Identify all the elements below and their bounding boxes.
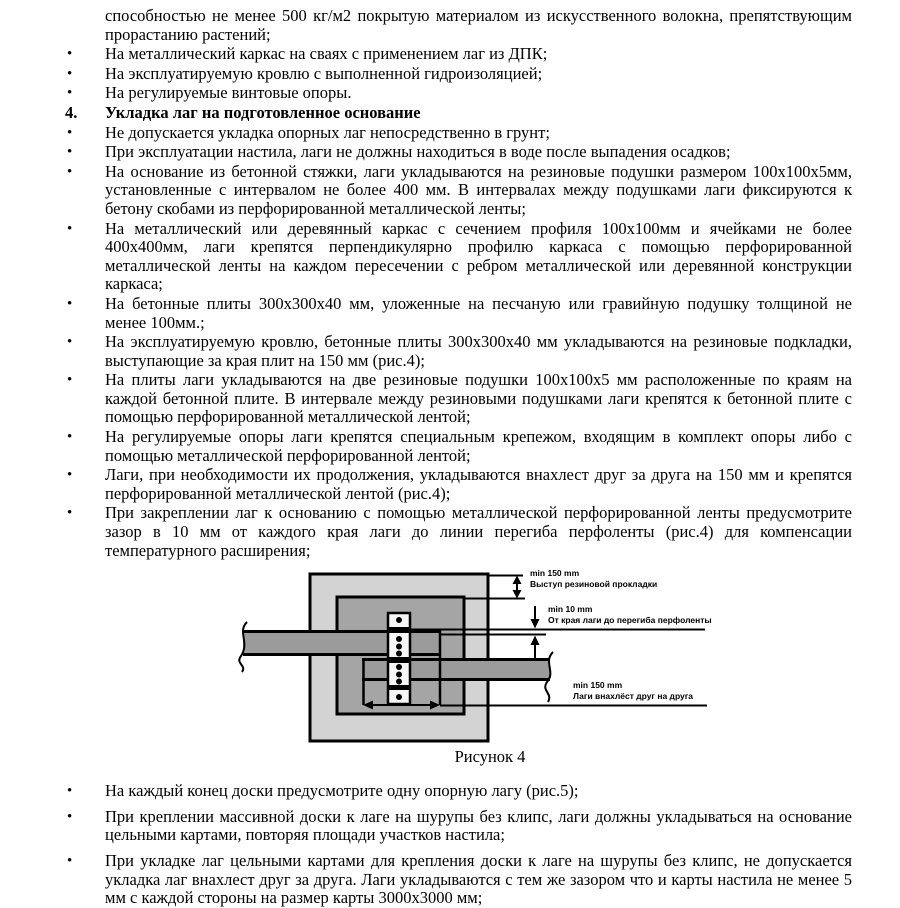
bullet-list-top	[0, 45, 900, 103]
bullet-item	[105, 852, 852, 908]
annotation-joist-overlap	[573, 680, 693, 702]
bullet-item-text: При укладке лаг цельными картами для крепления доски к лаге на шурупы без клипс, не допускается укладка лаг внахлест друг за друга. Лаги укладываются с тем же зазором что и карты настила не менее 5 мм с каждой стороны на размер карты 3000х3000 мм;	[105, 851, 852, 908]
figure-4	[0, 568, 900, 782]
annotation-label: Выступ резиновой прокладки	[530, 579, 658, 590]
annotation-dim: min 150 mm	[530, 568, 580, 579]
section-title: Укладка лаг на подготовленное основание	[105, 102, 421, 122]
bullet-list-mid	[0, 124, 900, 561]
bullet-item	[105, 143, 852, 162]
bullet-item	[105, 124, 852, 143]
paragraph-continuation: способностью не менее 500 кг/м2 покрытую материалом из искусственного волокна, препятствующим прорастанию растений;	[105, 6, 852, 44]
annotation-pad-protrusion	[530, 568, 657, 590]
bullet-item-text: На бетонные плиты 300х300х40 мм, уложенные на песчаную или гравийную подушку толщиной не менее 100мм.;	[105, 293, 852, 332]
bullet-item-text: При эксплуатации настила, лаги не должны находиться в воде после выпадения осадков;	[105, 142, 731, 162]
bullet-item	[105, 428, 852, 465]
tape-fold-band-1	[388, 627, 410, 633]
pad-protrusion-arrowhead-down	[513, 590, 522, 599]
section-number: 4.	[65, 102, 78, 122]
bullet-item-text: На металлический или деревянный каркас с сечением профиля 100х100мм и ячейками не более 400х400мм, лаги крепятся перпендикулярно профилю каркаса с помощью перфорированной металлической ленты на каждом пересечении с ребром металлической или деревянной конструкции каркаса;	[105, 218, 852, 294]
bullet-item-text: Не допускается укладка опорных лаг непосредственно в грунт;	[105, 122, 550, 142]
annotation-label: Лаги внахлёст друг на друга	[573, 691, 694, 702]
bullet-item-text: При креплении массивной доски к лаге на шурупы без клипс, лаги должны укладываться на основание цельными картами, повторяя площади участков настила;	[105, 806, 852, 845]
bullet-list-bottom	[0, 782, 900, 908]
figure-caption: Рисунок 4	[454, 747, 526, 767]
bullet-item-text: На регулируемые опоры лаги крепятся специальным крепежом, входящим в комплект опоры либо с помощью металлической перфорированной лентой;	[105, 427, 852, 465]
bullet-item-text: На эксплуатируемую кровлю, бетонные плиты 300х300х40 мм укладываются на резиновые подкладки, выступающие за края плит на 150 мм (рис.4);	[105, 332, 852, 370]
tape-fold-band-2	[388, 657, 410, 663]
bullet-item-text: При закреплении лаг к основанию с помощью металлической перфорированной ленты предусмотрите зазор в 10 мм от каждого края лаги до линии перегиба перфоленты (рис.4) для компенсации температурного расширения;	[105, 503, 852, 560]
bullet-item-text: На металлический каркас на сваях с применением лаг из ДПК;	[105, 44, 548, 64]
gap-arrowhead-down	[531, 619, 540, 629]
bullet-item	[105, 333, 852, 370]
bullet-item-text: На каждый конец доски предусмотрите одну опорную лагу (рис.5);	[105, 781, 579, 801]
bullet-item	[105, 65, 852, 84]
annotation-tape-fold-gap	[548, 604, 712, 626]
bullet-item-text: На эксплуатируемую кровлю с выполненной гидроизоляцией;	[105, 63, 543, 83]
bullet-item	[105, 45, 852, 64]
bullet-item	[105, 504, 852, 560]
bullet-item	[105, 295, 852, 332]
bullet-item-text: Лаги, при необходимости их продолжения, укладываются внахлест друг за друга на 150 мм и крепятся перфорированной металлической лентой (рис.4);	[105, 465, 852, 503]
bullet-item	[105, 371, 852, 427]
bullet-item	[105, 782, 852, 801]
bullet-item-text: На регулируемые винтовые опоры.	[105, 83, 352, 103]
gap-arrowhead-up	[531, 636, 540, 646]
bullet-item	[105, 220, 852, 294]
annotation-dim: min 10 mm	[548, 604, 593, 615]
bullet-item	[105, 84, 852, 103]
annotation-dim: min 150 mm	[573, 680, 623, 691]
bullet-item	[105, 163, 852, 219]
tape-fold-band-3	[388, 685, 410, 690]
bullet-item-text: На плиты лаги укладываются на две резиновые подушки 100х100х5 мм расположенные по краям на каждой бетонной плите. В интервале между резиновыми подушками лаги крепятся к бетонной плите с помощью перфорированной металлической лентой;	[105, 370, 852, 427]
bullet-item-text: На основание из бетонной стяжки, лаги укладываются на резиновые подушки размером 100х100х5мм, установленные с интервалом не более 400 мм. В интервалах между подушками лаги фиксируются к бетону скобами из перфорированной металлической ленты;	[105, 161, 852, 218]
bullet-item	[105, 466, 852, 503]
bullet-item	[105, 808, 852, 845]
section-heading	[65, 102, 852, 123]
annotation-label: От края лаги до перегиба перфоленты	[548, 615, 712, 626]
pad-protrusion-arrowhead-up	[513, 576, 522, 585]
